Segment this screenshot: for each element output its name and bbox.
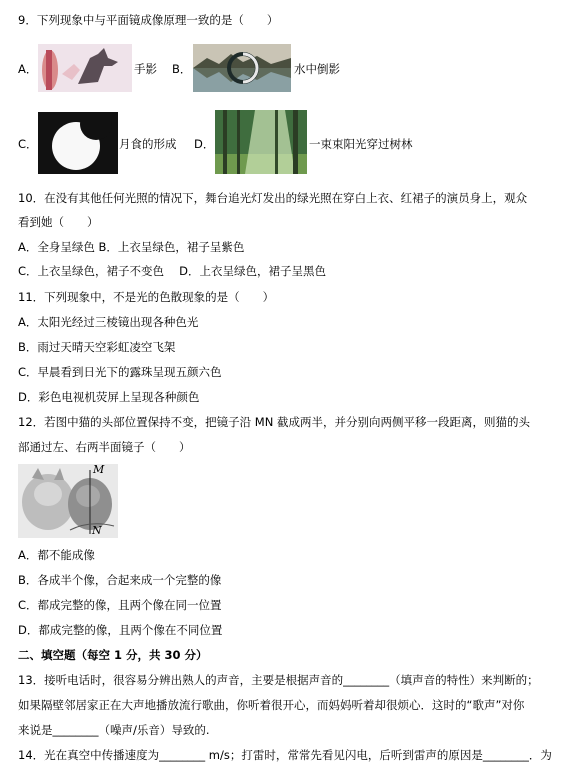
section-title: 二、填空题（每空 1 分，共 30 分） (18, 648, 208, 662)
water-reflection-image (193, 44, 291, 92)
forest-sunlight-image (215, 110, 307, 174)
q10-stem-line2: 看到她（ ） (18, 215, 99, 229)
q9-option-b-letter: B． (172, 62, 192, 76)
q11-option-d: D．彩色电视机荧屏上呈现各种颜色 (18, 390, 200, 404)
q10-stem-line1: 10．在没有其他任何光照的情况下，舞台追光灯发出的绿光照在穿白上衣、红裙子的演员身上，观众 (18, 191, 528, 205)
cat-mirror-figure (18, 464, 118, 538)
q11-option-c: C．早晨看到日光下的露珠呈现五颜六色 (18, 365, 222, 379)
q9-option-c-text: 月食的形成 (119, 137, 177, 151)
lunar-eclipse-image (38, 112, 118, 174)
q9-option-a-letter: A． (18, 62, 38, 76)
q11-stem: 11．下列现象中，不是光的色散现象的是（ ） (18, 290, 275, 304)
q11-option-a: A．太阳光经过三棱镜出现各种色光 (18, 315, 199, 329)
figure-label-m: M (93, 464, 105, 476)
q9-option-a-text: 手影 (134, 62, 157, 76)
q13-line1: 13．接听电话时，很容易分辨出熟人的声音，主要是根据声音的________（填声音的特性）来判断的； (18, 673, 539, 687)
q9-option-b-text: 水中倒影 (294, 62, 340, 76)
figure-label-n: N (92, 524, 102, 537)
q9-stem: 9．下列现象中与平面镜成像原理一致的是（ ） (18, 13, 279, 27)
hand-shadow-image (38, 44, 132, 92)
q13-line3: 来说是________（噪声/乐音）导致的. (18, 723, 210, 737)
q10-options-cd: C．上衣呈绿色，裙子不变色 D．上衣呈绿色，裙子呈黑色 (18, 264, 327, 278)
q12-option-d: D．都成完整的像，且两个像在不同位置 (18, 623, 223, 637)
q9-option-d-letter: D． (194, 137, 215, 151)
q11-option-b: B．雨过天晴天空彩虹凌空飞架 (18, 340, 176, 354)
q12-option-c: C．都成完整的像，且两个像在同一位置 (18, 598, 222, 612)
q13-line2: 如果隔壁邻居家正在大声地播放流行歌曲，你听着很开心，而妈妈听着却很烦心．这时的“歌声”对你 (18, 698, 525, 712)
q12-option-b: B．各成半个像，合起来成一个完整的像 (18, 573, 222, 587)
q10-options-ab: A．全身呈绿色 B．上衣呈绿色，裙子呈紫色 (18, 240, 245, 254)
q12-stem-line2: 部通过左、右两半面镜子（ ） (18, 440, 191, 454)
q9-option-c-letter: C． (18, 137, 38, 151)
q12-option-a: A．都不能成像 (18, 548, 95, 562)
q14-line1: 14．光在真空中传播速度为________ m/s；打雷时，常常先看见闪电，后听到雷声的原因是________．为 (18, 748, 552, 762)
q12-stem-line1: 12．若图中猫的头部位置保持不变，把镜子沿 MN 截成两半，并分别向两侧平移一段距离，则猫的头 (18, 415, 530, 429)
q9-option-d-text: 一束束阳光穿过树林 (309, 137, 413, 151)
